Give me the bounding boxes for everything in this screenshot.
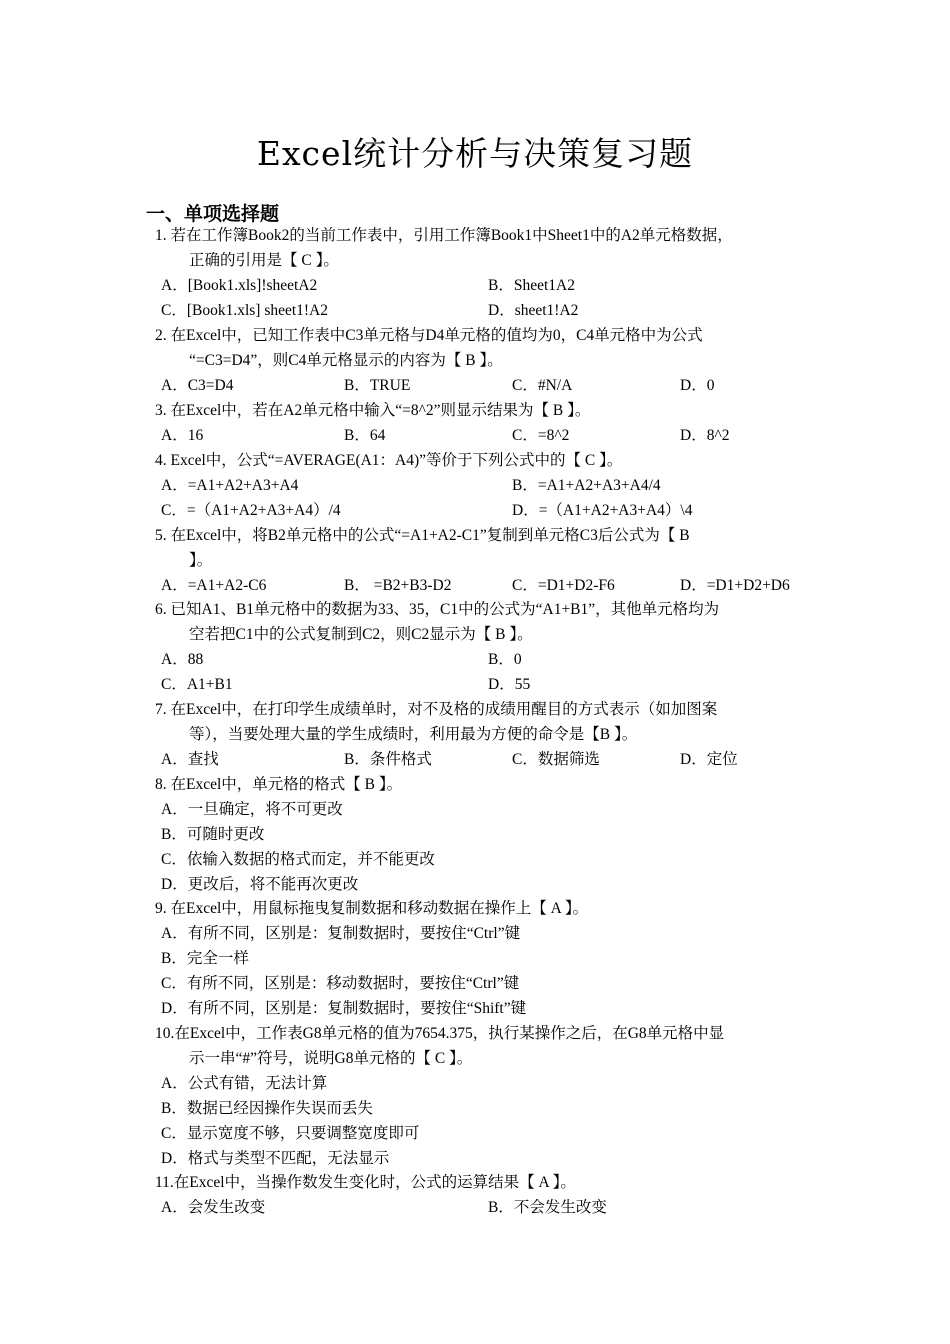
question-4-option-b: B．=A1+A2+A3+A4/4 [512,477,661,494]
question-7-option-d: D．定位 [680,751,738,768]
section-heading: 一、单项选择题 [146,203,280,225]
question-3-option-b: B．64 [344,427,386,444]
question-11-option-a: A．会发生改变 [161,1199,266,1216]
question-8-option-b: B．可随时更改 [161,826,265,843]
question-5-option-d: D．=D1+D2+D6 [680,577,790,594]
question-6-option-a: A．88 [161,651,204,668]
question-1-option-b: B．Sheet1A2 [488,277,575,294]
document-title: Excel统计分析与决策复习题 [256,134,694,173]
question-7-line-1: 7. 在Excel中，在打印学生成绩单时，对不及格的成绩用醒目的方式表示（如加图案 [155,701,718,718]
question-2-option-b: B．TRUE [344,377,411,394]
question-10-option-a: A．公式有错，无法计算 [161,1075,328,1092]
question-1-line-2: 正确的引用是【 C 】。 [189,252,339,269]
question-1-option-a: A．[Book1.xls]!sheetA2 [161,277,318,294]
question-5-line-1: 5. 在Excel中，将B2单元格中的公式“=A1+A2-C1”复制到单元格C3后公式为【 B [155,527,690,544]
question-10-line-1: 10.在Excel中，工作表G8单元格的值为7654.375，执行某操作之后，在G8单元格中显 [155,1025,725,1042]
question-2-line-1: 2. 在Excel中，已知工作表中C3单元格与D4单元格的值均为0，C4单元格中为公式 [155,327,703,344]
question-4-option-c: C．=（A1+A2+A3+A4）/4 [161,502,341,519]
question-7-option-b: B．条件格式 [344,751,432,768]
question-7-option-c: C．数据筛选 [512,751,600,768]
question-6-option-d: D．55 [488,676,531,693]
question-6-option-b: B．0 [488,651,522,668]
question-2-option-d: D．0 [680,377,715,394]
question-3-option-d: D．8^2 [680,427,730,444]
question-10-option-b: B．数据已经因操作失误而丢失 [161,1100,373,1117]
question-8-line-1: 8. 在Excel中，单元格的格式【 B 】。 [155,776,403,793]
question-6-line-1: 6. 已知A1、B1单元格中的数据为33、35，C1中的公式为“A1+B1”，其他单元格均为 [155,601,720,618]
question-3-line-1: 3. 在Excel中，若在A2单元格中输入“=8^2”则显示结果为【 B 】。 [155,402,591,419]
question-2-option-c: C．#N/A [512,377,573,394]
question-9-option-a: A．有所不同，区别是：复制数据时，要按住“Ctrl”键 [161,925,521,942]
question-9-option-b: B．完全一样 [161,950,249,967]
question-3-option-a: A．16 [161,427,204,444]
question-11-option-b: B．不会发生改变 [488,1199,607,1216]
question-1-option-d: D．sheet1!A2 [488,302,579,319]
question-5-option-b: B． =B2+B3-D2 [344,577,452,594]
question-6-line-2: 空若把C1中的公式复制到C2，则C2显示为【 B 】。 [189,626,533,643]
question-11-line-1: 11.在Excel中，当操作数发生变化时，公式的运算结果【 A 】。 [155,1174,576,1191]
question-6-option-c: C．A1+B1 [161,676,233,693]
question-9-option-c: C．有所不同，区别是：移动数据时，要按住“Ctrl”键 [161,975,520,992]
question-8-option-a: A．一旦确定，将不可更改 [161,801,343,818]
question-8-option-d: D．更改后，将不能再次更改 [161,876,359,893]
question-2-line-2: “=C3=D4”，则C4单元格显示的内容为【 B 】。 [189,352,503,369]
question-10-line-2: 示一串“#”符号，说明G8单元格的【 C 】。 [189,1050,473,1067]
question-7-line-2: 等），当要处理大量的学生成绩时，利用最为方便的命令是【B 】。 [189,726,638,743]
question-7-option-a: A．查找 [161,751,219,768]
question-5-option-a: A．=A1+A2-C6 [161,577,267,594]
question-4-line-1: 4. Excel中，公式“=AVERAGE(A1：A4)”等价于下列公式中的【 C 】。 [155,452,623,469]
question-4-option-d: D．=（A1+A2+A3+A4）\4 [512,502,693,519]
question-10-option-d: D．格式与类型不匹配，无法显示 [161,1150,390,1167]
question-10-option-c: C．显示宽度不够，只要调整宽度即可 [161,1125,420,1142]
question-9-option-d: D．有所不同，区别是：复制数据时，要按住“Shift”键 [161,1000,527,1017]
question-5-line-2: 】。 [189,552,213,569]
question-9-line-1: 9. 在Excel中，用鼠标拖曳复制数据和移动数据在操作上【 A 】。 [155,900,589,917]
question-4-option-a: A．=A1+A2+A3+A4 [161,477,299,494]
question-3-option-c: C．=8^2 [512,427,570,444]
question-1-option-c: C．[Book1.xls] sheet1!A2 [161,302,329,319]
question-8-option-c: C．依输入数据的格式而定，并不能更改 [161,851,435,868]
question-5-option-c: C．=D1+D2-F6 [512,577,615,594]
question-2-option-a: A．C3=D4 [161,377,234,394]
question-1-line-1: 1. 若在工作簿Book2的当前工作表中，引用工作簿Book1中Sheet1中的A2单元格数据， [155,227,733,244]
